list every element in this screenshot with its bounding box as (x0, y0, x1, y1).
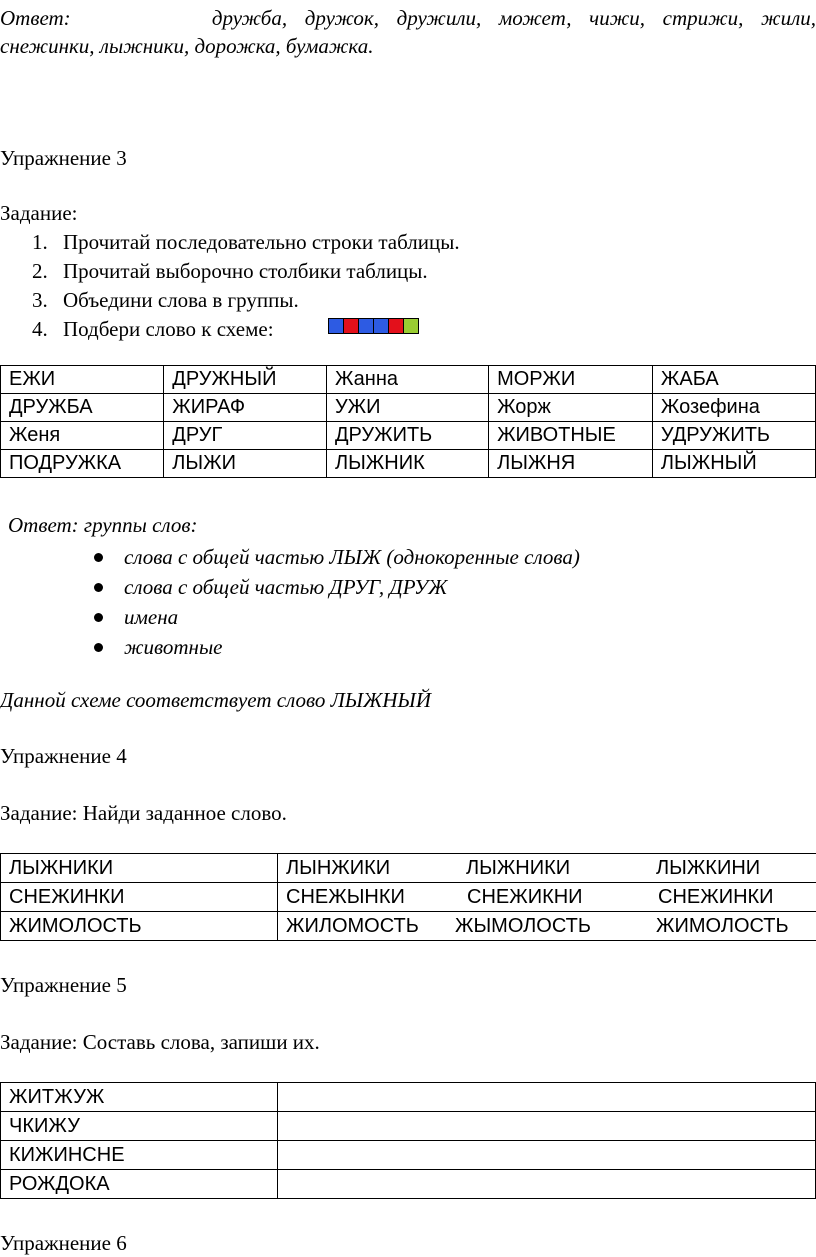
groups-answer-label: Ответ: группы слов: (8, 513, 198, 537)
table-cell: ЖАБА (652, 366, 815, 394)
word-option[interactable]: ЖИЛОМОСТЬ (286, 915, 419, 937)
table-cell: МОРЖИ (489, 366, 653, 394)
scheme-square (373, 318, 389, 334)
table-cell: ЖИВОТНЫЕ (489, 422, 653, 450)
answer-cell[interactable] (278, 1170, 816, 1199)
table-cell: ДРУЖБА (1, 394, 164, 422)
scheme-square (403, 318, 419, 334)
scheme-conclusion: Данной схеме соответствует слово ЛЫЖНЫЙ (0, 688, 431, 712)
word-option[interactable]: ЛЫЖКИНИ (656, 857, 761, 879)
exercise-5-task: Задание: Составь слова, запиши их. (0, 1030, 320, 1054)
table-cell: Женя (1, 422, 164, 450)
exercise-4-task: Задание: Найди заданное слово. (0, 801, 287, 825)
group-text: слова с общей частью ДРУГ, ДРУЖ (124, 575, 448, 599)
table-row (1, 1083, 816, 1112)
table-cell: Жорж (489, 394, 653, 422)
bullet-icon (94, 553, 103, 562)
word-option[interactable]: СНЕЖИНКИ (658, 886, 774, 908)
word-option[interactable]: ЖЫМОЛОСТЬ (455, 915, 591, 937)
scrambled-word: РОЖДОКА (1, 1170, 278, 1199)
table-row (1, 883, 816, 912)
table-row (1, 1112, 816, 1141)
bullet-icon (94, 613, 103, 622)
exercise-6-title: Упражнение 6 (0, 1231, 127, 1255)
table-cell: ЛЫЖНЯ (489, 450, 653, 478)
scheme-square (358, 318, 374, 334)
word-option[interactable]: ЛЫНЖИКИ (286, 857, 391, 879)
scrambled-word: ЖИТЖУЖ (1, 1083, 278, 1112)
answer-label: Ответ: (0, 6, 71, 30)
target-word: СНЕЖИНКИ (1, 883, 278, 912)
word-option[interactable]: ЛЫЖНИКИ (466, 857, 571, 879)
word-option[interactable]: СНЕЖИКНИ (467, 886, 583, 908)
table-cell: Жозефина (652, 394, 815, 422)
table-cell: ЕЖИ (1, 366, 164, 394)
table-row (1, 1170, 816, 1199)
table-row (1, 422, 816, 450)
words-table (0, 365, 816, 478)
task-text: Подбери слово к схеме: (63, 317, 274, 341)
table-row (1, 854, 816, 883)
find-word-table (0, 853, 816, 941)
target-word: ЖИМОЛОСТЬ (1, 912, 278, 941)
table-cell: ЖИРАФ (164, 394, 327, 422)
answer-cell[interactable] (278, 1083, 816, 1112)
bullet-icon (94, 643, 103, 652)
table-cell: УДРУЖИТЬ (652, 422, 815, 450)
answer-line-1 (0, 4, 816, 32)
task-number: 4. (32, 317, 48, 341)
options-cell (278, 912, 816, 941)
task-text: Прочитай выборочно столбики таблицы. (63, 259, 428, 283)
answer-words-1: дружба, дружок, дружили, может, чижи, стрижи, жили, (211, 6, 816, 30)
table-cell: ДРУГ (164, 422, 327, 450)
bullet-icon (94, 583, 103, 592)
table-cell: ДРУЖИТЬ (326, 422, 488, 450)
task-number: 1. (32, 230, 48, 254)
table-cell: УЖИ (326, 394, 488, 422)
answer-words-2: снежинки, лыжники, дорожка, бумажка. (0, 34, 374, 58)
table-cell: ЛЫЖНЫЙ (652, 450, 815, 478)
exercise-3-title: Упражнение 3 (0, 146, 127, 170)
table-cell: ПОДРУЖКА (1, 450, 164, 478)
scrambled-word: ЧКИЖУ (1, 1112, 278, 1141)
scheme-square (328, 318, 344, 334)
scrambled-word: КИЖИНСНЕ (1, 1141, 278, 1170)
table-row (1, 912, 816, 941)
table-cell: Жанна (326, 366, 488, 394)
exercise-5-title: Упражнение 5 (0, 973, 127, 997)
word-option[interactable]: ЖИМОЛОСТЬ (656, 915, 789, 937)
options-cell (278, 854, 816, 883)
group-text: имена (124, 605, 179, 629)
answer-cell[interactable] (278, 1141, 816, 1170)
table-cell: ДРУЖНЫЙ (164, 366, 327, 394)
task-number: 3. (32, 288, 48, 312)
exercise-4-title: Упражнение 4 (0, 744, 127, 768)
table-row (1, 450, 816, 478)
table-row (1, 1141, 816, 1170)
options-cell (278, 883, 816, 912)
group-text: слова с общей частью ЛЫЖ (однокоренные слова) (124, 545, 580, 569)
task-text: Объедини слова в группы. (63, 288, 299, 312)
task-number: 2. (32, 259, 48, 283)
exercise-3-task-label: Задание: (0, 201, 78, 225)
answer-cell[interactable] (278, 1112, 816, 1141)
table-cell: ЛЫЖИ (164, 450, 327, 478)
task-text: Прочитай последовательно строки таблицы. (63, 230, 460, 254)
scheme-square (388, 318, 404, 334)
table-row (1, 394, 816, 422)
target-word: ЛЫЖНИКИ (1, 854, 278, 883)
table-cell: ЛЫЖНИК (326, 450, 488, 478)
word-option[interactable]: СНЕЖЫНКИ (286, 886, 405, 908)
group-text: животные (124, 635, 223, 659)
compose-words-table (0, 1082, 816, 1199)
scheme-square (343, 318, 359, 334)
word-scheme (328, 318, 418, 334)
table-row (1, 366, 816, 394)
